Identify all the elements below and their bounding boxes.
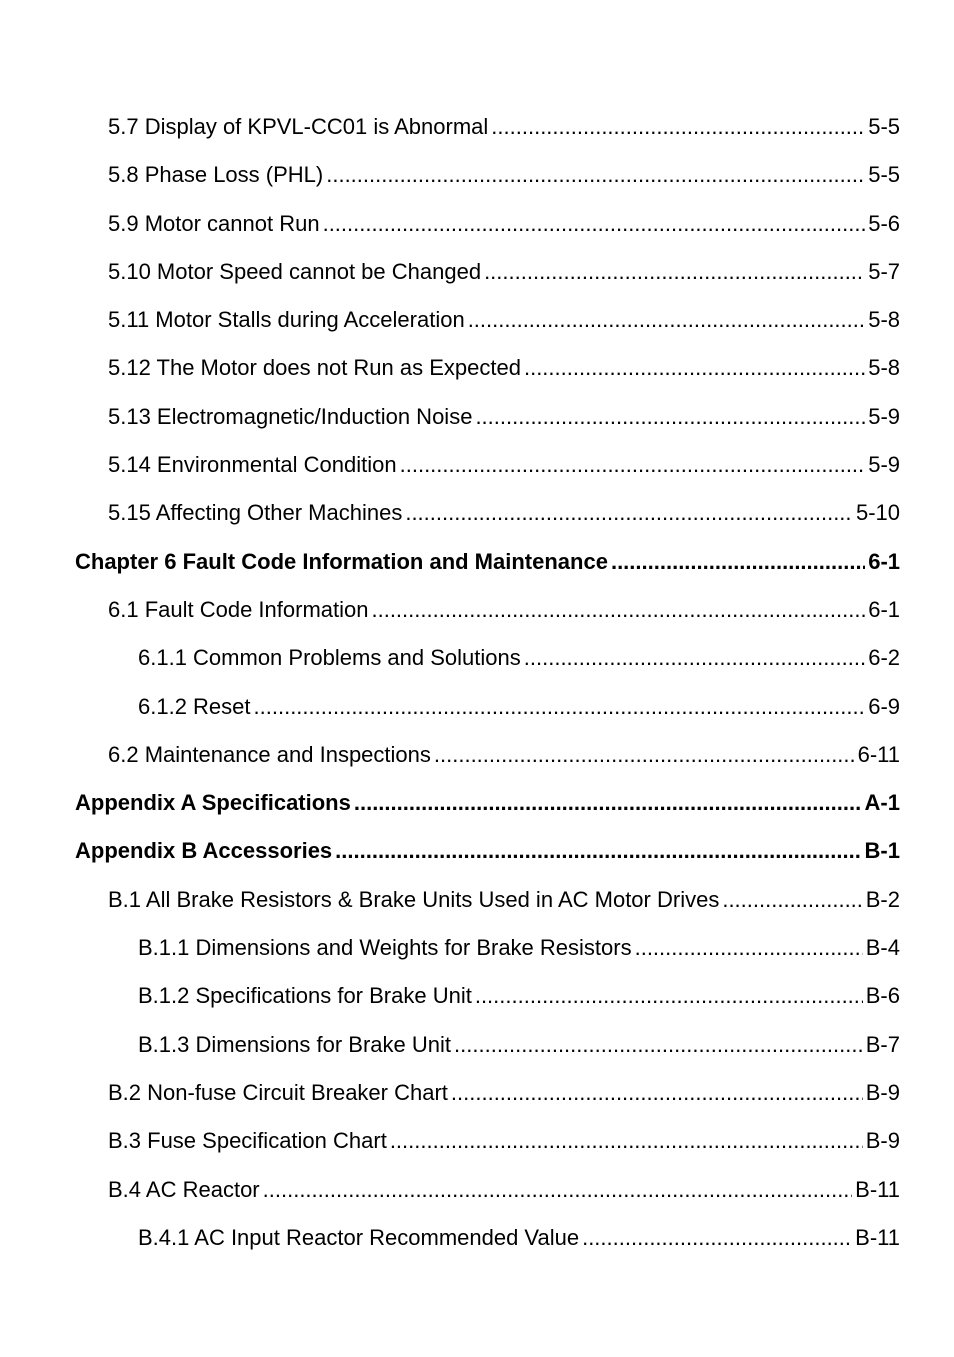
toc-entry-title: B.1 All Brake Resistors & Brake Units Used in AC Motor Drives [108, 886, 720, 912]
dot-leader [524, 344, 865, 392]
toc-entry-title: B.4.1 AC Input Reactor Recommended Value [138, 1224, 580, 1250]
toc-entry[interactable] [0, 151, 954, 199]
dot-leader [475, 972, 863, 1020]
toc-subentry[interactable] [0, 972, 954, 1020]
toc-entry-page: 6-1 [868, 596, 900, 622]
toc-entry-page: B-2 [865, 886, 900, 912]
toc-entry[interactable] [0, 441, 954, 489]
toc-entry-page: B-9 [865, 1079, 900, 1105]
toc-entry-page: 5-7 [868, 258, 900, 284]
toc-entry-title: 5.7 Display of KPVL-CC01 is Abnormal [108, 114, 489, 139]
toc-subentry[interactable] [0, 634, 954, 682]
toc-entry-title: 5.15 Affecting Other Machines [108, 500, 403, 526]
table-of-contents [0, 103, 954, 1262]
toc-entry-page: B-4 [865, 935, 900, 961]
toc-entry-page: 5-9 [868, 403, 900, 429]
toc-entry-page: B-11 [855, 1176, 900, 1202]
toc-entry-title: 5.13 Electromagnetic/Induction Noise [108, 403, 473, 429]
toc-entry-page: 6-11 [857, 741, 900, 767]
dot-leader [484, 248, 865, 296]
dot-leader [722, 876, 862, 924]
toc-entry-page: 5-8 [868, 355, 900, 381]
toc-entry-title: 6.1.1 Common Problems and Solutions [138, 645, 521, 671]
dot-leader [635, 924, 863, 972]
toc-subentry[interactable] [0, 924, 954, 972]
toc-entry[interactable] [0, 393, 954, 441]
toc-entry[interactable] [0, 296, 954, 344]
toc-entry-title: Appendix A Specifications [75, 790, 351, 816]
toc-entry-page: B-9 [865, 1128, 900, 1154]
dot-leader [326, 151, 865, 199]
toc-entry-page: 5-6 [868, 210, 900, 236]
toc-entry[interactable] [0, 344, 954, 392]
toc-entry-page: 6-9 [868, 693, 900, 719]
toc-chapter-entry[interactable] [0, 538, 954, 586]
dot-leader [611, 538, 865, 586]
toc-entry[interactable] [0, 200, 954, 248]
toc-entry-title: 6.1 Fault Code Information [108, 596, 369, 622]
dot-leader [454, 1021, 863, 1069]
toc-entry-page: B-6 [865, 983, 900, 1009]
dot-leader [434, 731, 855, 779]
toc-entry-title: B.1.3 Dimensions for Brake Unit [138, 1031, 452, 1057]
dot-leader [475, 393, 865, 441]
toc-entry-page: 6-1 [868, 548, 900, 574]
dot-leader [390, 1117, 863, 1165]
dot-leader [254, 683, 866, 731]
dot-leader [371, 586, 865, 634]
dot-leader [354, 779, 862, 827]
dot-leader [263, 1166, 853, 1214]
toc-entry-title: B.2 Non-fuse Circuit Breaker Chart [108, 1079, 448, 1105]
dot-leader [491, 103, 865, 151]
dot-leader [451, 1069, 863, 1117]
toc-entry-page: 5-8 [868, 307, 900, 333]
toc-entry[interactable] [0, 1069, 954, 1117]
toc-entry-page: 5-5 [868, 162, 900, 188]
toc-subentry[interactable] [0, 1214, 954, 1262]
toc-entry-title: 5.8 Phase Loss (PHL) [108, 162, 324, 188]
toc-entry-title: Appendix B Accessories [75, 838, 333, 864]
toc-entry[interactable] [0, 103, 954, 151]
toc-subentry[interactable] [0, 1021, 954, 1069]
toc-entry-page: B-1 [864, 838, 900, 864]
toc-entry-page: B-11 [855, 1224, 900, 1250]
toc-entry-title: 5.9 Motor cannot Run [108, 210, 320, 236]
toc-entry-title: B.3 Fuse Specification Chart [108, 1128, 387, 1154]
toc-entry-title: 6.2 Maintenance and Inspections [108, 741, 431, 767]
toc-entry-title: 5.11 Motor Stalls during Acceleration [108, 307, 465, 333]
toc-entry-title: Chapter 6 Fault Code Information and Maintenance [75, 548, 608, 574]
toc-subentry[interactable] [0, 683, 954, 731]
toc-entry-page: 5-9 [868, 452, 900, 478]
toc-entry-title: 5.14 Environmental Condition [108, 452, 397, 478]
toc-entry-title: 5.10 Motor Speed cannot be Changed [108, 258, 482, 284]
toc-entry[interactable] [0, 1117, 954, 1165]
toc-entry[interactable] [0, 731, 954, 779]
toc-entry-title: 6.1.2 Reset [138, 693, 251, 719]
dot-leader [400, 441, 866, 489]
toc-chapter-entry[interactable] [0, 827, 954, 875]
toc-entry[interactable] [0, 876, 954, 924]
toc-entry-title: 5.12 The Motor does not Run as Expected [108, 355, 521, 381]
dot-leader [405, 489, 853, 537]
toc-entry-page: 6-2 [868, 645, 900, 671]
toc-entry[interactable] [0, 1166, 954, 1214]
toc-entry-page: B-7 [865, 1031, 900, 1057]
toc-entry-title: B.4 AC Reactor [108, 1176, 260, 1202]
toc-chapter-entry[interactable] [0, 779, 954, 827]
toc-entry-page: 5-5 [868, 114, 900, 139]
dot-leader [524, 634, 865, 682]
dot-leader [468, 296, 866, 344]
toc-entry-page: A-1 [864, 790, 900, 816]
toc-entry-page: 5-10 [855, 500, 900, 526]
dot-leader [335, 827, 861, 875]
toc-entry[interactable] [0, 489, 954, 537]
toc-entry[interactable] [0, 248, 954, 296]
dot-leader [323, 200, 866, 248]
dot-leader [582, 1214, 852, 1262]
toc-entry-title: B.1.2 Specifications for Brake Unit [138, 983, 472, 1009]
toc-entry[interactable] [0, 586, 954, 634]
toc-entry-title: B.1.1 Dimensions and Weights for Brake Resistors [138, 935, 632, 961]
